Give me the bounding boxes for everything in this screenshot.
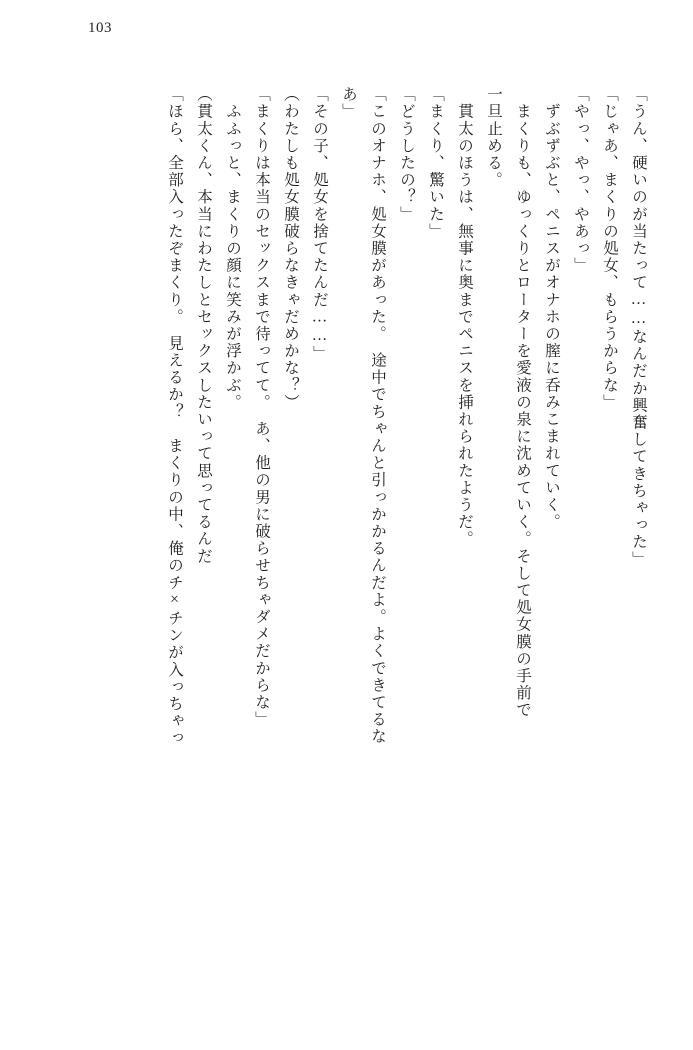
text-column: （わたしも処女膜破らなきゃだめかな？）: [282, 86, 299, 411]
text-column: 貫太のほうは、無事に奥までペニスを挿れられたようだ。: [456, 86, 473, 548]
text-column: 「このオナホ、処女膜があった。 途中でちゃんと引っかかるんだよ。よくできてるな: [369, 86, 386, 746]
text-column: 「まくりは本当のセックスまで待ってて。 あ、他の男に破らせちゃダメだからな」: [253, 86, 270, 729]
text-column: 「やっ、やっ、やあっ」: [572, 86, 589, 275]
text-column: 「ほら、全部入ったぞまくり。 見えるか？ まくりの中、俺のチ×チンが入っちゃっ: [166, 86, 183, 747]
text-column: まくりも、ゆっくりとローターを愛液の泉に沈めていく。そして処女膜の手前で: [514, 86, 531, 719]
text-column: あ」: [340, 86, 357, 121]
text-column: 「まくり、驚いた」: [427, 86, 444, 240]
text-column: 「じゃあ、まくりの処女、もらうからな」: [601, 86, 618, 411]
vertical-text-body: [46, 86, 646, 1016]
text-column: ふふっと、まくりの顔に笑みが浮かぶ。: [224, 86, 241, 411]
text-column: 一旦止める。: [485, 86, 502, 189]
text-column: 「どうしたの？」: [398, 86, 415, 223]
page-number: 103: [88, 20, 112, 36]
text-column: （貫太くん、本当にわたしとセックスしたいって思ってるんだ: [195, 86, 212, 565]
text-column: ずぶずぶと、ペニスがオナホの膣に呑みこまれていく。: [543, 86, 560, 531]
text-column: 「その子、処女を捨てたんだ……」: [311, 86, 328, 363]
text-column: 「うん、硬いのが当たって……なんだか興奮してきちゃった」: [630, 86, 647, 568]
